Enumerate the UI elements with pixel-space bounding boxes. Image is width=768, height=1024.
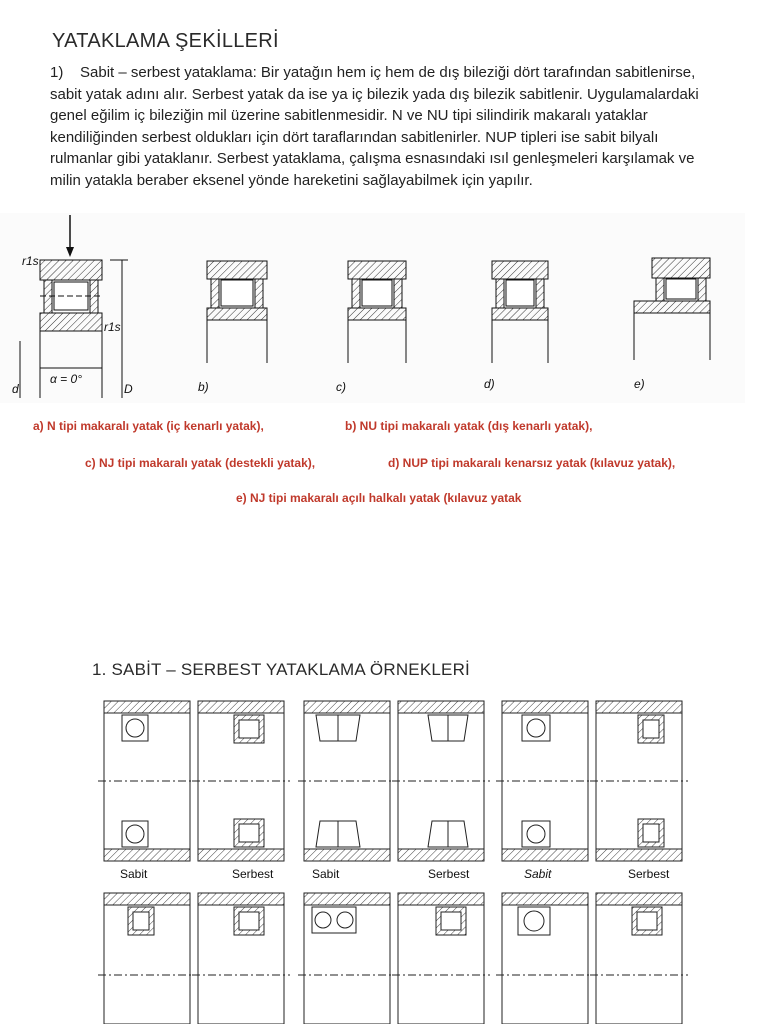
caption-d: d) NUP tipi makaralı kenarsız yatak (kılavuz yatak), [388, 456, 676, 470]
example-panel-3-sabit [298, 701, 396, 861]
example-panel-7 [98, 893, 196, 1024]
example-panel-11 [496, 893, 594, 1024]
section-1-text: Sabit – serbest yataklama: Bir yatağın hem iç hem de dış bileziği dört tarafından sabitlenirse, sabit yatak adını alır. Serbest yatak da ise ya iç bilezik yada dış bilezik sabitlenir. Uygulamalardaki genel eğilim iç bileziğin mil üzerine sabitlenmesidir. N ve NU tipi silindirik makaralı yataklar kendiliğinden serbest oldukları için dört taraflarından sabitlenirler. NUP tipleri ise sabit bilyalı rulmanlar gibi yataklanır. Serbest yataklama, çalışma esnasındaki ısıl genleşmeleri karşılamak ve milin yatakla beraber eksenel yönde hareketini sağlayabilmek için yapılır. [50, 64, 699, 189]
example-panel-2-serbest [192, 701, 290, 861]
caption-c: c) NJ tipi makaralı yatak (destekli yatak), [85, 456, 316, 470]
label-c: c) [336, 380, 346, 394]
section-2-title: 1. SABİT – SERBEST YATAKLAMA ÖRNEKLERİ [92, 660, 470, 679]
label-sabit-3: Sabit [524, 867, 552, 881]
example-panel-6-serbest [590, 701, 688, 861]
label-sabit-2: Sabit [312, 867, 340, 881]
example-panel-9 [298, 893, 396, 1024]
label-serbest-1: Serbest [232, 867, 274, 881]
D-label: D [124, 382, 133, 396]
d-label: d [12, 382, 19, 396]
label-e: e) [634, 377, 645, 391]
label-serbest-3: Serbest [628, 867, 670, 881]
bearing-examples-figure [98, 693, 688, 1024]
caption-b: b) NU tipi makaralı yatak (dış kenarlı yatak), [345, 419, 593, 433]
example-panel-12 [590, 893, 688, 1024]
alpha-label: α = 0° [50, 372, 82, 386]
caption-a: a) N tipi makaralı yatak (iç kenarlı yatak), [33, 419, 264, 433]
section-number: 1) [50, 64, 64, 81]
example-panel-1-sabit [98, 701, 196, 861]
label-serbest-2: Serbest [428, 867, 470, 881]
bearing-types-figure [0, 213, 745, 403]
page-title: YATAKLAMA ŞEKİLLERİ [52, 30, 279, 52]
label-d: d) [484, 377, 495, 391]
section-1-paragraph [50, 62, 722, 191]
r1s-label-top: r1s [22, 254, 39, 268]
label-sabit-1: Sabit [120, 867, 148, 881]
example-panel-5-sabit [496, 701, 594, 861]
example-panel-4-serbest [392, 701, 490, 861]
example-panel-10 [392, 893, 490, 1024]
label-b: b) [198, 380, 209, 394]
example-panel-8 [192, 893, 290, 1024]
caption-e: e) NJ tipi makaralı açılı halkalı yatak (kılavuz yatak [236, 491, 522, 505]
r1s-label-side: r1s [104, 320, 121, 334]
